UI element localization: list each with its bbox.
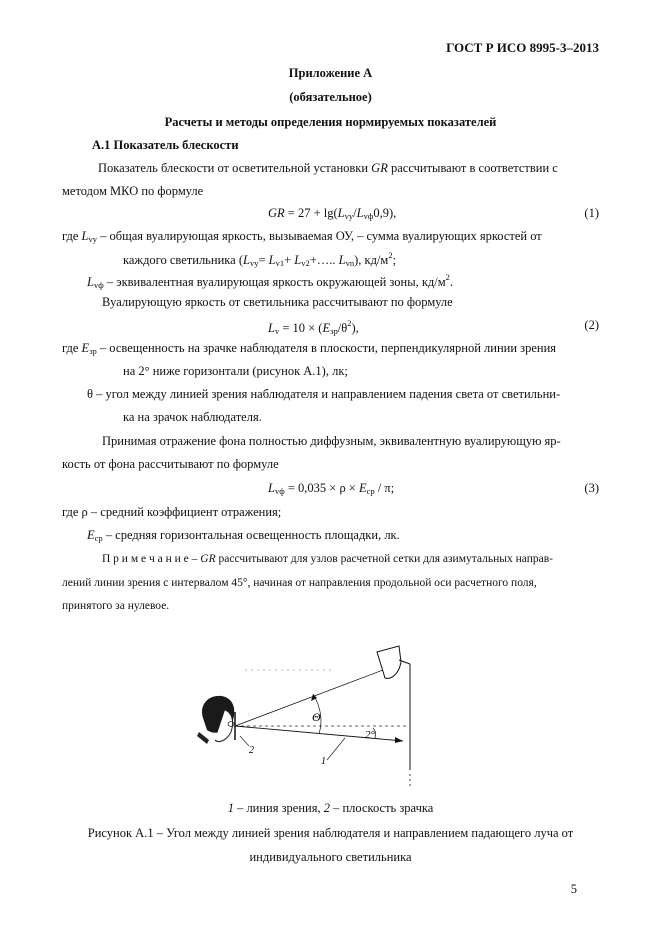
leader-2 — [240, 736, 249, 746]
sb: v1 — [275, 258, 285, 268]
formula-2-number: (2) — [584, 318, 599, 332]
sb: ср — [366, 486, 375, 496]
s: L — [338, 253, 346, 267]
t: – средняя горизонтальная освещенность площадки, лк. — [102, 528, 400, 542]
sp: 2 — [347, 318, 352, 328]
note-line-2: лений линии зрения с интервалом 45°, начиная от направления продольной оси расчетного поля, — [62, 577, 537, 589]
f-sub: vф — [363, 211, 374, 221]
f-text: = 27 + lg( — [284, 206, 338, 220]
formula-1-number: (1) — [584, 206, 599, 220]
sb: vф — [274, 486, 285, 496]
t: /θ — [337, 321, 348, 335]
text: . — [449, 275, 454, 289]
observer-head — [197, 696, 234, 744]
paragraph-2: Вуалирующую яркость от светильника рассчитывают по формуле — [102, 295, 453, 309]
t: = 10 × ( — [279, 321, 323, 335]
sup: 2 — [445, 272, 450, 282]
sb: vn — [345, 258, 355, 268]
s: L — [268, 481, 275, 495]
symbol-gr: GR — [371, 161, 388, 175]
note-label: П р и м е ч а н и е — [102, 553, 189, 565]
text: рассчитывают в соответствии с — [387, 161, 558, 175]
sub: vф — [93, 280, 104, 290]
f-sym: L — [337, 206, 345, 220]
text: – эквивалентная вуалирующая яркость окружающей зоны, кд/м — [103, 275, 446, 289]
f-text: / — [353, 206, 357, 220]
appendix-status: (обязательное) — [289, 90, 372, 104]
formula-1 — [268, 206, 396, 221]
t: каждого светильника ( — [123, 253, 243, 267]
arrowhead — [395, 737, 403, 743]
figure-legend — [0, 801, 661, 816]
sb: v — [274, 326, 280, 336]
paragraph-3-line-2: кость от фона рассчитывают по формуле — [62, 457, 279, 471]
f-sym: GR — [268, 206, 285, 220]
s: E — [358, 481, 367, 495]
sb: ср — [94, 533, 103, 543]
incident-ray — [235, 670, 383, 726]
formula-3 — [268, 481, 394, 496]
legend-num: 2 — [323, 801, 330, 815]
where-3 — [62, 341, 556, 356]
s: E — [81, 341, 90, 355]
sp: 2 — [388, 250, 393, 260]
t: ), кд/м — [354, 253, 389, 267]
text: Показатель блескости от осветительной установки — [98, 161, 372, 175]
t: где — [62, 341, 82, 355]
s: L — [242, 253, 250, 267]
figure-caption-line-1: Рисунок А.1 – Угол между линией зрения наблюдателя и направлением падающего луча от — [87, 826, 574, 840]
legend-text: – плоскость зрачка — [329, 801, 434, 815]
luminaire — [377, 646, 410, 678]
t: – освещенность на зрачке наблюдателя в плоскости, перпендикулярной линии зрения — [96, 341, 557, 355]
t: ), — [351, 321, 359, 335]
paragraph-1-line-2: методом МКО по формуле — [62, 184, 204, 198]
sb: vy — [249, 258, 259, 268]
label-theta: Θ — [312, 710, 321, 724]
where-4: θ – угол между линией зрения наблюдателя и направлением падения света от светильни- — [87, 387, 561, 401]
formula-3-number: (3) — [584, 481, 599, 495]
figure-caption-line-2: индивидуального светильника — [249, 850, 412, 864]
formula-2 — [268, 318, 359, 336]
t: +….. — [309, 253, 339, 267]
t: / π; — [374, 481, 395, 495]
t: рассчитывают для узлов расчетной сетки для азимутальных направ- — [215, 553, 553, 565]
label-1: 1 — [321, 756, 326, 767]
page-number: 5 — [570, 882, 577, 896]
note-line-3: принятого за нулевое. — [62, 600, 170, 612]
t: + — [284, 253, 295, 267]
sym: L — [87, 275, 94, 289]
t: = — [258, 253, 269, 267]
s: E — [87, 528, 95, 542]
s: L — [268, 321, 275, 335]
sub: vy — [88, 234, 97, 244]
s: E — [322, 321, 331, 335]
label-2deg: 2° — [365, 729, 375, 741]
where-2 — [87, 272, 453, 290]
where-4-cont: ка на зрачок наблюдателя. — [123, 410, 262, 424]
where-6 — [87, 528, 400, 543]
s: L — [294, 253, 302, 267]
figure-diagram — [185, 640, 435, 790]
f-sub: vy — [344, 211, 354, 221]
appendix-title: Приложение А — [288, 66, 373, 80]
legend-num: 1 — [227, 801, 234, 815]
s: L — [268, 253, 276, 267]
f-text: 0,9), — [373, 206, 397, 220]
t: = 0,035 × ρ × — [284, 481, 359, 495]
leader-1 — [327, 738, 345, 760]
text: где — [62, 229, 82, 243]
paragraph-3-line-1: Принимая отражение фона полностью диффузным, эквивалентную вуалирующую яр- — [102, 434, 561, 448]
section-heading: А.1 Показатель блескости — [92, 138, 239, 152]
t: – — [188, 553, 201, 565]
where-5: где ρ – средний коэффициент отражения; — [62, 505, 282, 519]
text: – общая вуалирующая яркость, вызываемая ОУ, – сумма вуалирующих яркостей от — [97, 229, 542, 243]
where-1-cont — [123, 250, 396, 268]
where-1 — [62, 229, 542, 244]
label-2: 2 — [249, 745, 254, 756]
appendix-subtitle: Расчеты и методы определения нормируемых показателей — [164, 115, 497, 129]
sb: зр — [330, 326, 338, 336]
note-line-1 — [102, 553, 553, 565]
sym: L — [81, 229, 89, 243]
paragraph-1-line-1 — [98, 161, 558, 176]
sb: зр — [89, 346, 97, 356]
sb: v2 — [301, 258, 310, 268]
legend-text: – линия зрения, — [233, 801, 324, 815]
standard-header: ГОСТ Р ИСО 8995-3–2013 — [446, 40, 599, 55]
where-3-cont: на 2° ниже горизонтали (рисунок А.1), лк; — [123, 364, 348, 378]
t: ; — [392, 253, 397, 267]
f-sym: L — [356, 206, 364, 220]
s: GR — [200, 553, 216, 565]
